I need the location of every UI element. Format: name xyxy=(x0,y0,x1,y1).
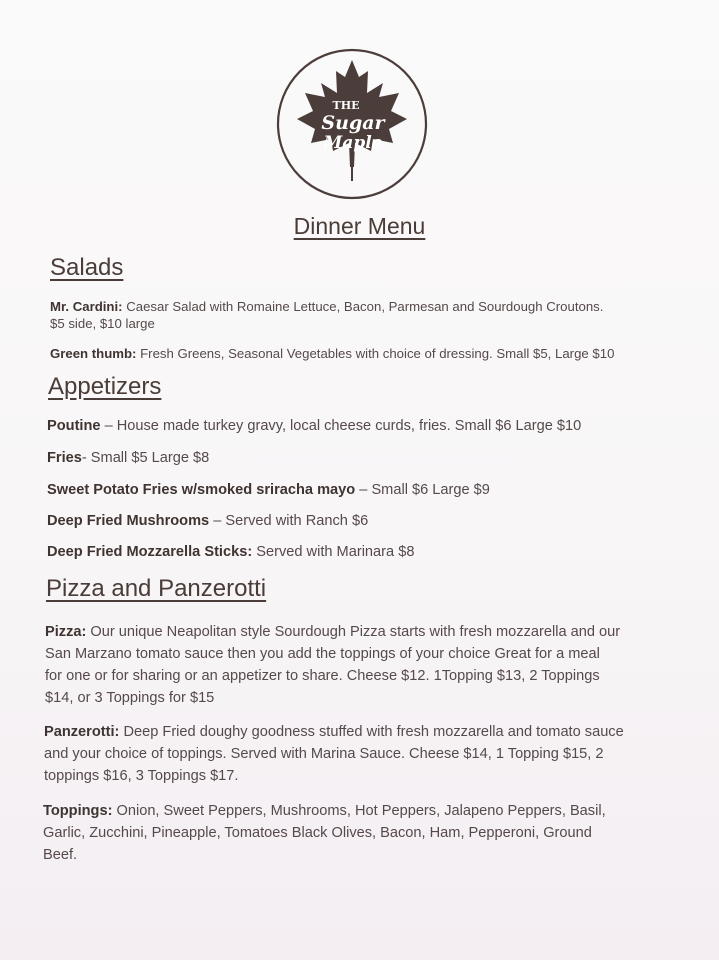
sugar-maple-logo xyxy=(275,47,429,201)
menu-item-mozzarella-sticks xyxy=(47,541,414,563)
item-desc-line2: $5 side, $10 large xyxy=(50,316,155,331)
item-name: Deep Fried Mozzarella Sticks: xyxy=(47,544,253,560)
menu-item-pizza xyxy=(45,621,620,709)
item-name: Green thumb: xyxy=(50,346,137,361)
item-desc: – Served with Ranch $6 xyxy=(209,513,369,529)
item-name: Sweet Potato Fries w/smoked sriracha mayo xyxy=(47,482,356,498)
logo-text-the: THE xyxy=(332,99,360,112)
item-desc: – House made turkey gravy, local cheese curds, fries. Small $6 Large $10 xyxy=(100,418,582,434)
item-desc-line2: and your choice of toppings. Served with Marina Sauce. Cheese $14, 1 Topping $15, 2 xyxy=(44,746,604,762)
menu-item-poutine xyxy=(47,415,581,437)
item-desc-line3: for one or for sharing or an appetizer to share. Cheese $12. 1Topping $13, 2 Toppings xyxy=(45,668,600,684)
page-title: Dinner Menu xyxy=(293,213,426,239)
item-name: Mr. Cardini: xyxy=(50,299,123,314)
menu-item-mr-cardini xyxy=(50,298,603,332)
item-name: Pizza: xyxy=(45,624,87,640)
menu-item-toppings xyxy=(43,800,606,866)
item-desc-line3: Beef. xyxy=(43,847,78,863)
item-desc: - Small $5 Large $8 xyxy=(81,450,210,466)
item-name: Fries xyxy=(47,450,82,466)
logo-text-maple: Maple xyxy=(323,133,383,153)
item-desc-line4: $14, or 3 Toppings for $15 xyxy=(45,690,215,706)
item-desc: – Small $6 Large $9 xyxy=(355,482,490,498)
item-desc: Caesar Salad with Romaine Lettuce, Bacon, Parmesan and Sourdough Croutons. xyxy=(122,299,604,314)
menu-item-panzerotti xyxy=(44,721,624,787)
item-name: Toppings: xyxy=(43,803,113,819)
item-desc-line3: toppings $16, 3 Toppings $17. xyxy=(44,768,239,784)
section-title-salads: Salads xyxy=(50,254,124,281)
section-title-pizza-panzerotti: Pizza and Panzerotti xyxy=(46,575,267,602)
section-title-appetizers: Appetizers xyxy=(48,373,162,400)
menu-item-sweet-potato-fries xyxy=(47,479,490,501)
item-name: Panzerotti: xyxy=(44,724,120,740)
item-desc: Fresh Greens, Seasonal Vegetables with choice of dressing. Small $5, Large $10 xyxy=(136,346,615,361)
item-desc-line1: Deep Fried doughy goodness stuffed with fresh mozzarella and tomato sauce xyxy=(119,724,624,740)
item-desc-line1: Our unique Neapolitan style Sourdough Pizza starts with fresh mozzarella and our xyxy=(86,624,621,640)
item-desc-line2: Garlic, Zucchini, Pineapple, Tomatoes Black Olives, Bacon, Ham, Pepperoni, Ground xyxy=(43,825,592,841)
item-desc-line2: San Marzano tomato sauce then you add the toppings of your choice Great for a meal xyxy=(45,646,600,662)
item-name: Poutine xyxy=(47,418,101,434)
logo-text-sugar: Sugar xyxy=(321,112,385,134)
item-name: Deep Fried Mushrooms xyxy=(47,513,210,529)
item-desc: Served with Marinara $8 xyxy=(252,544,415,560)
menu-item-deep-fried-mushrooms xyxy=(47,510,368,532)
menu-item-fries xyxy=(47,447,209,469)
menu-item-green-thumb xyxy=(50,345,614,362)
item-desc-line1: Onion, Sweet Peppers, Mushrooms, Hot Peppers, Jalapeno Peppers, Basil, xyxy=(112,803,606,819)
